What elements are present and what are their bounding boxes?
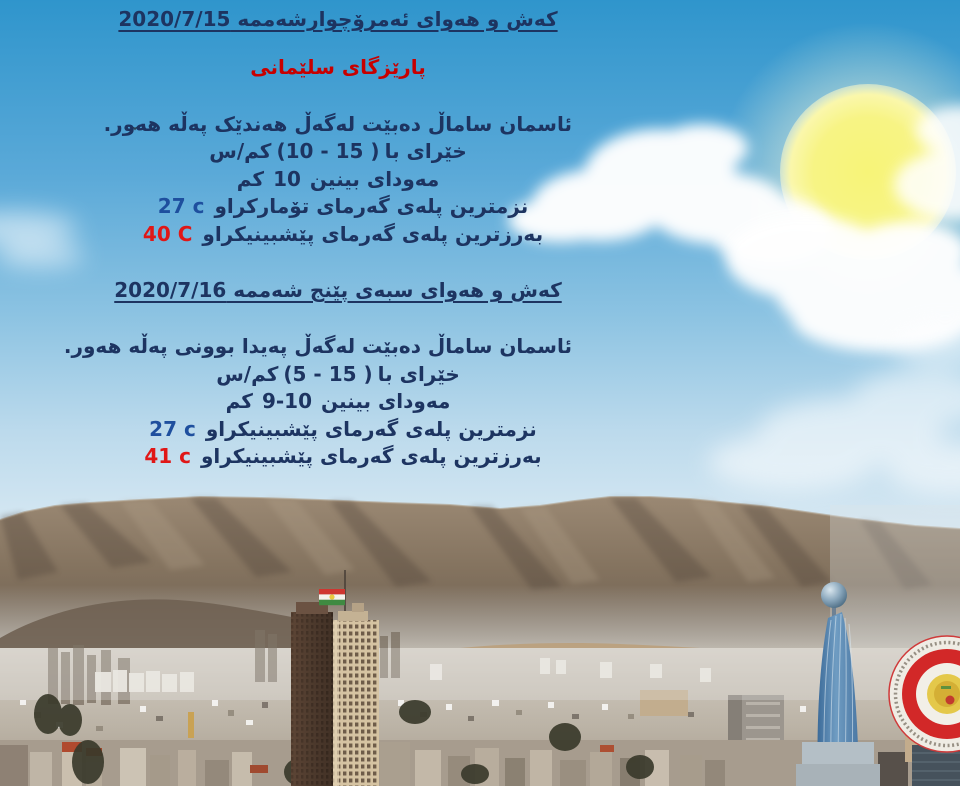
kurdistan-flag-icon: [319, 589, 345, 605]
day2-visibility-line: [104, 388, 572, 416]
day1-heading: كەش و هەوای ئەمرۆچوارشەممە 2020/7/15: [118, 7, 558, 31]
day2-max-temp-line: [104, 443, 572, 471]
day1-wind-line: [104, 138, 572, 166]
max-temp-label: بەرزترین پلەی گەرمای پێشبینیكراو: [202, 221, 544, 246]
min-temp-label: نزمترین پلەی گەرمای پێشبینیكراو: [205, 416, 537, 441]
day1-sky-condition: ئاسمان ساماڵ دەبێت لەگەڵ هەندێک پەڵە هەور.: [103, 111, 572, 136]
forecast-text: [63, 0, 572, 471]
wind-unit: كم/س: [209, 139, 272, 163]
day1-min-temp-line: [104, 193, 572, 221]
wind-label: خێرای با: [377, 361, 460, 386]
max-temp-value: 41 c: [144, 444, 191, 468]
max-temp-value: 40 C: [142, 221, 193, 246]
day2-heading: كەش و هەوای سبەی پێنج شەممە 2020/7/16: [114, 278, 562, 302]
province-title: پارێزگای سلێمانی: [250, 55, 426, 79]
min-temp-value: 27 c: [157, 194, 205, 218]
visibility-label: مەودای بینین: [309, 166, 440, 191]
visibility-unit: كم: [225, 389, 253, 413]
wind-unit: كم/س: [216, 361, 279, 386]
day2-sky-condition: ئاسمان ساماڵ دەبێت لەگەڵ پەیدا بوونی پەڵە هەور.: [63, 334, 572, 358]
min-temp-value: 27 c: [149, 416, 196, 441]
day1-visibility-line: [104, 166, 572, 194]
wind-value: (5 - 15 ): [283, 361, 373, 386]
day1-forecast-block: [104, 111, 572, 249]
visibility-unit: كم: [236, 166, 265, 191]
day2-min-temp-line: [104, 416, 572, 444]
visibility-value: 9-10: [261, 389, 313, 413]
visibility-label: مەودای بینین: [321, 389, 451, 413]
day2-wind-line: [104, 361, 572, 389]
max-temp-label: بەرزترین پلەی گەرمای پێشبینیكراو: [200, 444, 542, 468]
wind-label: خێرای با: [384, 139, 467, 163]
min-temp-label: نزمترین پلەی گەرمای تۆماركراو: [214, 194, 529, 218]
day2-forecast-block: [63, 333, 572, 471]
wind-value: (10 - 15 ): [276, 139, 380, 163]
day1-max-temp-line: [104, 221, 572, 249]
visibility-value: 10: [273, 166, 301, 191]
